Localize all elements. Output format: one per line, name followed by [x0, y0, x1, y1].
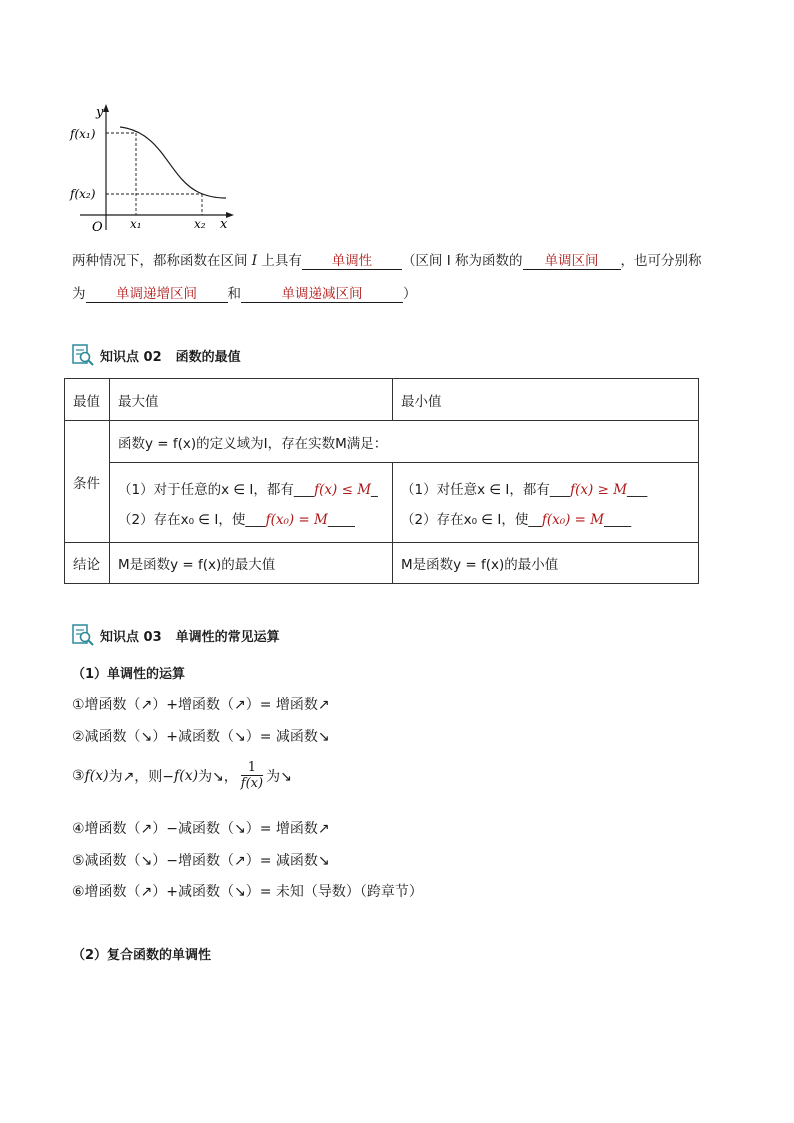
- monotonic-definition-line2: 为 单调递增区间 和 单调递减区间 ）: [72, 286, 417, 302]
- section-heading-operations: （1）单调性的运算: [72, 667, 186, 682]
- knowledge-point-number: 知识点 03: [100, 629, 162, 645]
- answer-blank-monotonic-interval: 单调区间: [523, 253, 621, 270]
- table-row-condition-intro: [65, 421, 699, 463]
- reciprocal-fraction: $\frac{1}{f(x)}$: [240, 760, 264, 791]
- rule-4: ④增函数（↗）−减函数（↘）= 增函数↗: [72, 821, 330, 837]
- rule-5: ⑤减函数（↘）−增函数（↗）= 减函数↘: [72, 853, 330, 869]
- knowledge-point-02-heading: [72, 342, 241, 368]
- section-heading-composite: （2）复合函数的单调性: [72, 948, 212, 963]
- table-row-conditions: [65, 463, 699, 543]
- decreasing-curve: [120, 127, 226, 198]
- fx2-label: f(x₂): [70, 187, 96, 201]
- answer-blank-increasing-interval: 单调递增区间: [86, 286, 228, 303]
- magnifier-document-icon: [72, 624, 94, 646]
- monotonic-definition-line1: 两种情况下，都称函数在区间 I 上具有 单调性 （区间 I 称为函数的 单调区间 ，也可分别称: [72, 253, 702, 269]
- x2-label: x₂: [194, 217, 206, 231]
- monotonic-decreasing-graph: [68, 102, 238, 234]
- header-extremum: 最值: [65, 379, 110, 421]
- knowledge-point-number: 知识点 02: [100, 349, 162, 365]
- header-min: 最小值: [393, 379, 699, 421]
- answer-blank-decreasing-interval: 单调递减区间: [241, 286, 403, 303]
- max-conditions: （1）对于任意的x ∈ I，都有___f(x) ≤ M_ （2）存在x₀ ∈ I，使___f(x₀) = M____: [110, 463, 393, 543]
- conclusion-min: M是函数y = f(x)的最小值: [393, 543, 699, 584]
- knowledge-point-03-heading: [72, 622, 280, 648]
- answer-blank-monotonicity: 单调性: [302, 253, 402, 270]
- magnifier-document-icon: [72, 344, 94, 366]
- origin-label: O: [92, 220, 103, 234]
- x1-label: x₁: [130, 217, 142, 231]
- min-conditions: （1）对任意x ∈ I，都有___f(x) ≥ M___ （2）存在x₀ ∈ I，使__f(x₀) = M____: [393, 463, 699, 543]
- x-axis-label: x: [220, 217, 228, 232]
- condition-label: 条件: [65, 421, 110, 543]
- fx1-label: f(x₁): [70, 127, 96, 141]
- conclusion-max: M是函数y = f(x)的最大值: [110, 543, 393, 584]
- rule-6: ⑥增函数（↗）+减函数（↘）= 未知（导数）（跨章节）: [72, 884, 423, 900]
- table-header-row: [65, 379, 699, 421]
- conclusion-label: 结论: [65, 543, 110, 584]
- knowledge-point-title: 函数的最值: [175, 349, 241, 365]
- rule-1: ①增函数（↗）+增函数（↗）= 增函数↗: [72, 697, 330, 713]
- condition-intro: 函数y = f(x)的定义域为I，存在实数M满足：: [110, 421, 699, 463]
- rule-2: ②减函数（↘）+减函数（↘）= 减函数↘: [72, 729, 330, 745]
- rule-3: ③ f(x) 为↗，则− f(x) 为↘， $\frac{1}{f(x)}$ 为↘: [72, 760, 292, 791]
- header-max: 最大值: [110, 379, 393, 421]
- y-axis-label: y: [96, 105, 104, 120]
- max-min-table: [64, 378, 699, 584]
- y-axis-arrow: [103, 104, 109, 112]
- knowledge-point-title: 单调性的常见运算: [175, 629, 280, 645]
- table-row-conclusion: [65, 543, 699, 584]
